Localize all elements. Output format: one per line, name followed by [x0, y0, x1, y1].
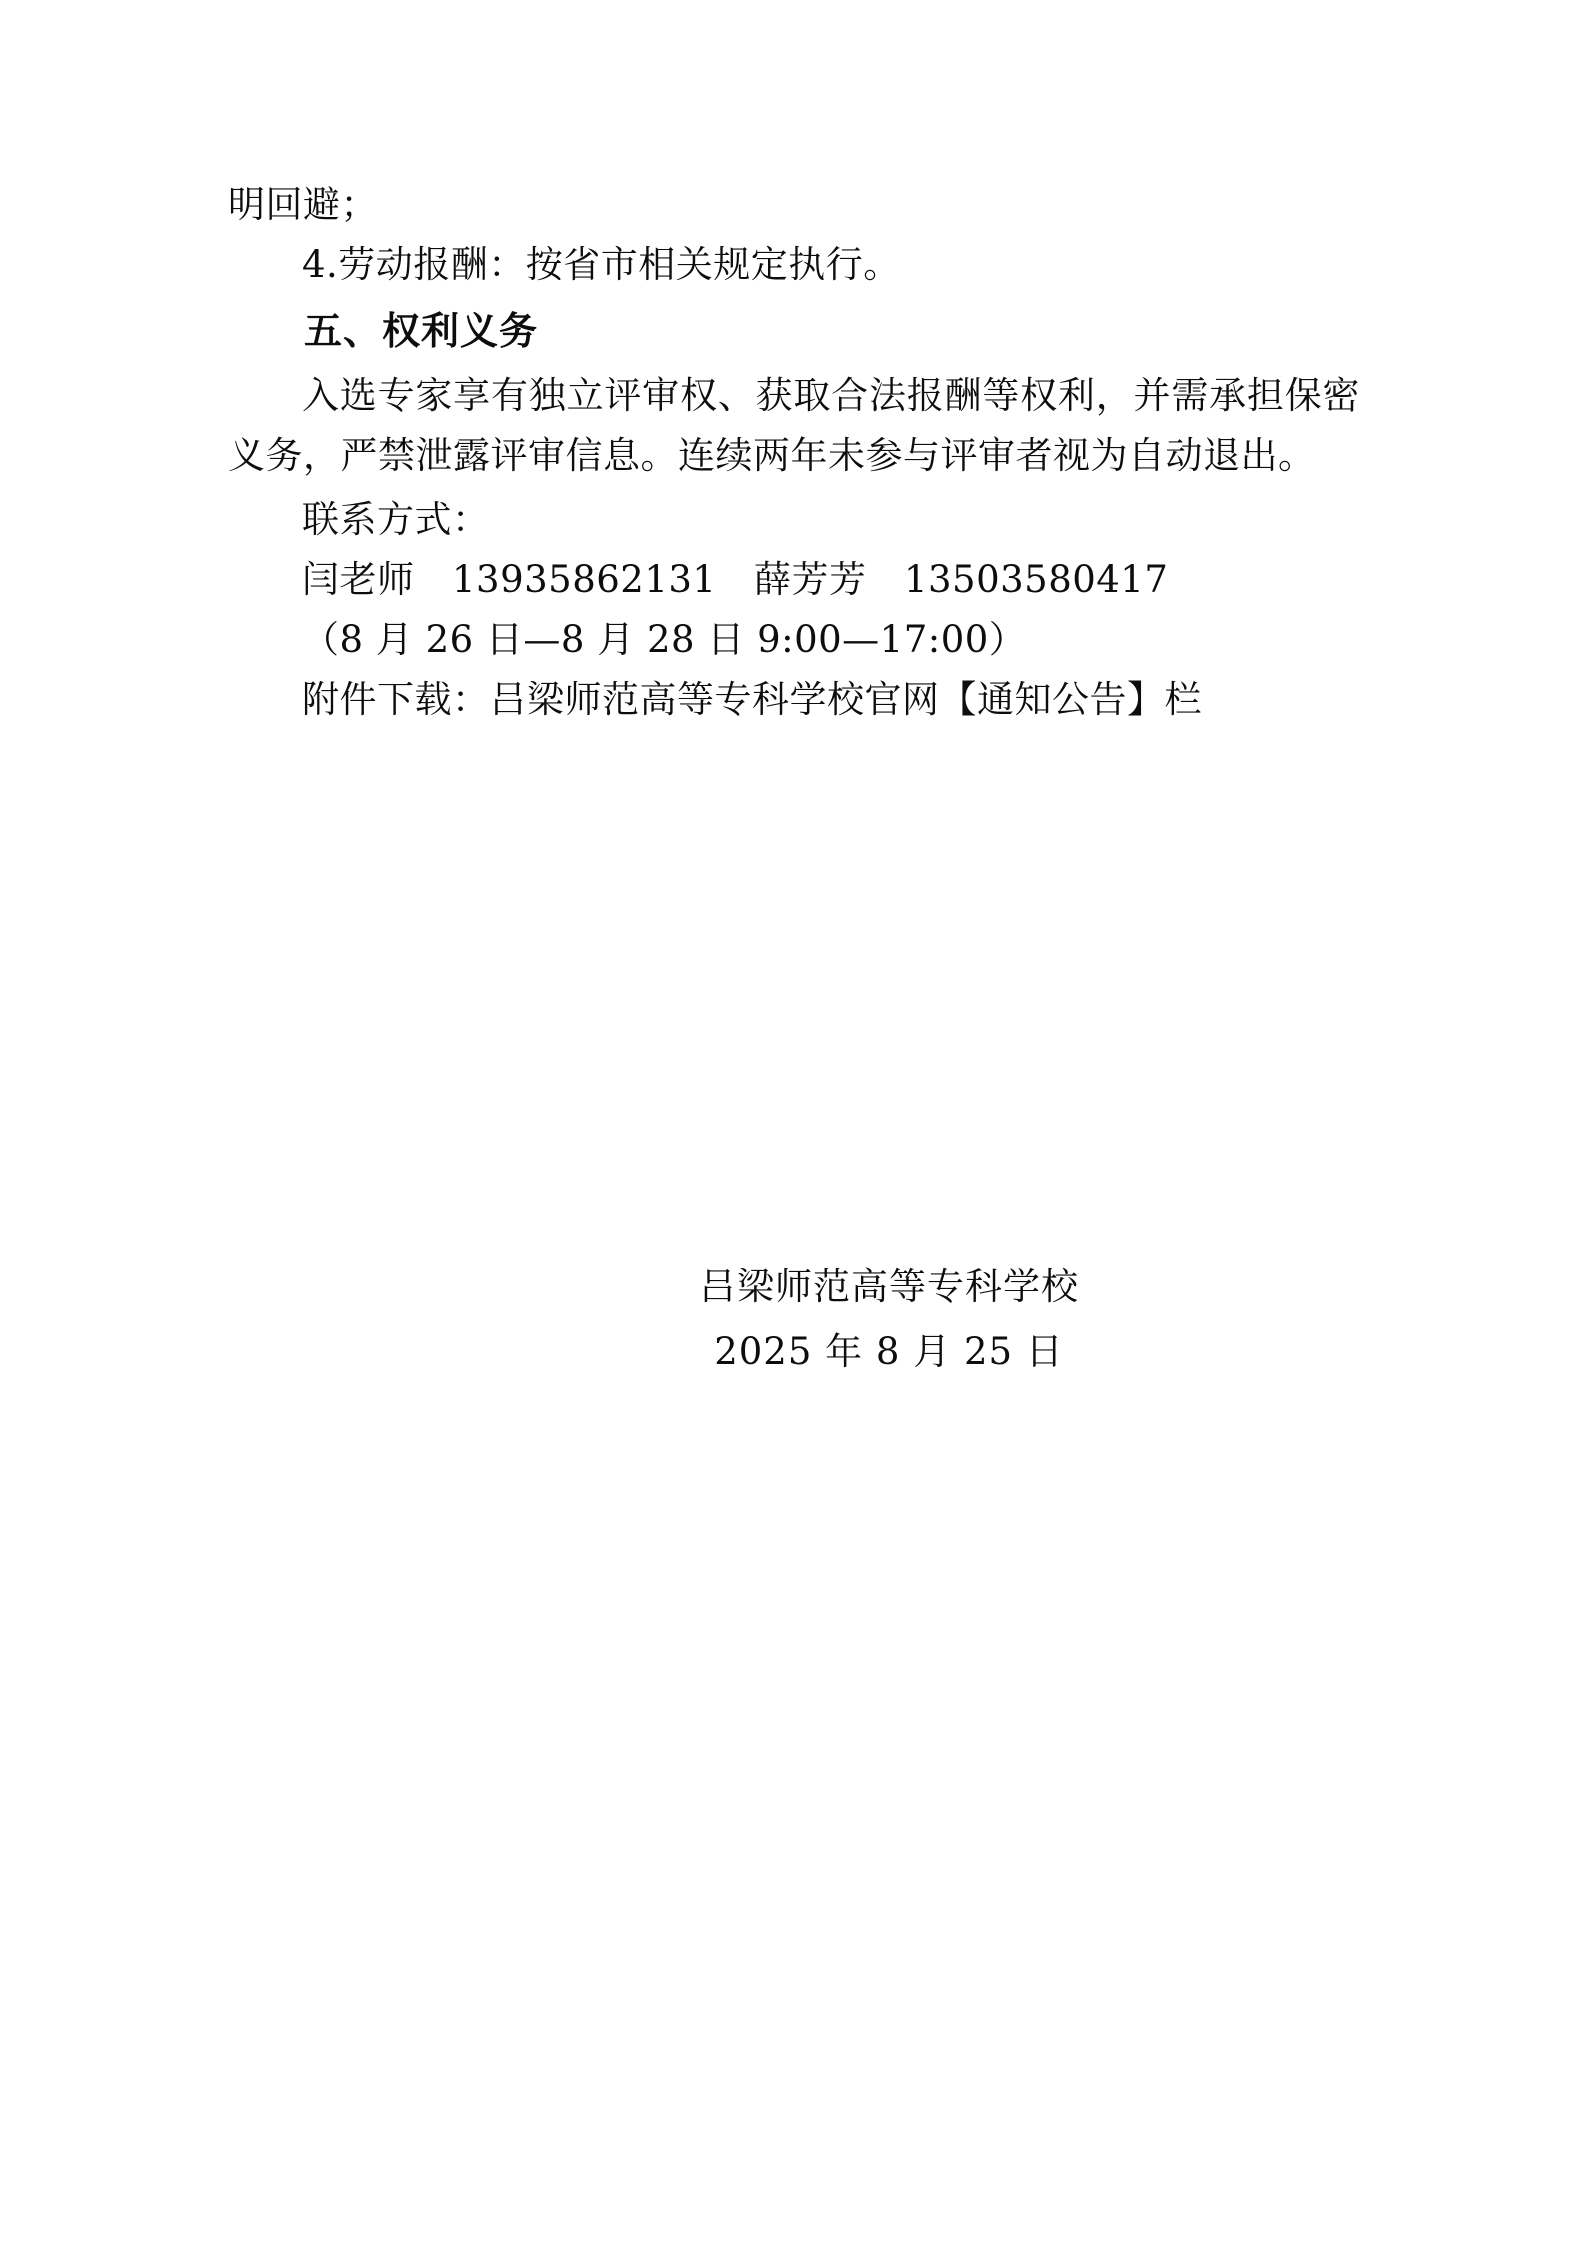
signature-block — [228, 1255, 1360, 1385]
signature-date: 2025 年 8 月 25 日 — [714, 1329, 1064, 1373]
section-heading-five: 五、权利义务 — [304, 308, 539, 353]
signature-organization: 吕梁师范高等专科学校 — [699, 1265, 1079, 1308]
paragraph-item-4: 4.劳动报酬：按省市相关规定执行。 — [302, 242, 901, 286]
document-body — [228, 175, 1360, 730]
contact-people: 闫老师 13935862131 薛芳芳 13503580417 — [302, 558, 1169, 602]
contact-label: 联系方式： — [302, 498, 490, 542]
attachment-download-line: 附件下载：吕梁师范高等专科学校官网【通知公告】栏 — [302, 678, 1202, 722]
contact-hours: （8 月 26 日—8 月 28 日 9:00—17:00） — [302, 618, 1027, 662]
paragraph-continued: 明回避； — [228, 183, 378, 226]
section-body-rights-duties: 入选专家享有独立评审权、获取合法报酬等权利，并需承担保密义务，严禁泄露评审信息。连续两年未参与评审者视为自动退出。 — [228, 374, 1360, 478]
